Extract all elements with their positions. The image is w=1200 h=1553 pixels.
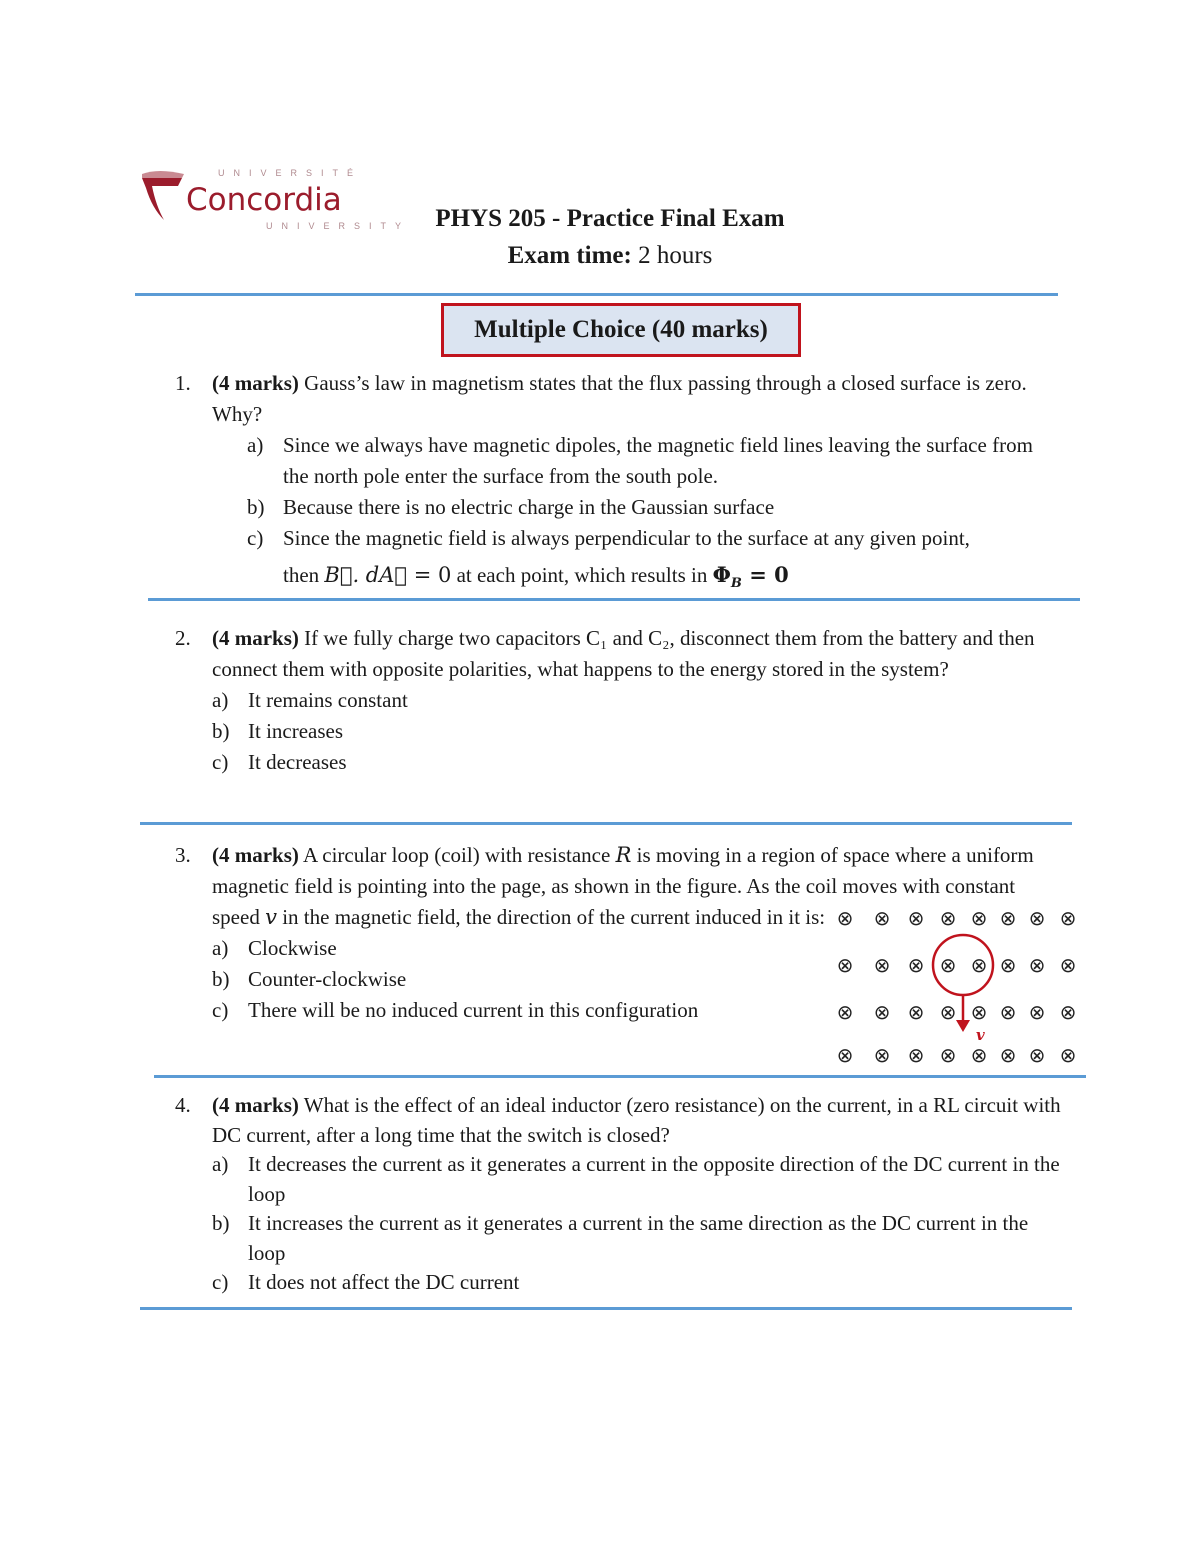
option-text: Since we always have magnetic dipoles, the magnetic field lines leaving the surface from the north pole enter the surface from the south pole. [283,433,1033,488]
question-prompt: Gauss’s law in magnetism states that the flux passing through a closed surface is zero. Why? [212,371,1027,426]
option-text: Counter-clockwise [248,967,407,991]
option-a[interactable] [212,685,1062,716]
concordia-logo [138,166,411,236]
flux-equation: B⃗. dA⃗ = 0 [324,563,452,587]
field-into-page-icon: ⊗ [873,1000,891,1024]
option-label: c) [247,526,264,550]
variable-r: R [615,843,632,867]
question-number: 3. [175,843,191,867]
question-prompt: If we fully charge two capacitors C₁ and C₂, disconnect them from the battery and then connect them with opposite polarities, what happens to the energy stored in the system? [212,626,1035,681]
option-label: c) [212,1270,229,1294]
option-c[interactable] [212,747,1062,778]
field-into-page-icon: ⊗ [1059,906,1077,930]
field-into-page-icon: ⊗ [1028,953,1046,977]
option-text: It does not affect the DC current [248,1270,520,1294]
exam-time-label: Exam time: [507,242,632,269]
field-into-page-icon: ⊗ [873,953,891,977]
magnetic-field-figure [830,900,1080,1070]
option-text: It decreases the current as it generates a current in the opposite direction of the DC current in the loop [248,1152,1060,1206]
question-number: 2. [175,626,191,650]
option-text: It remains constant [248,688,408,712]
field-into-page-icon: ⊗ [939,906,957,930]
field-into-page-icon: ⊗ [999,1000,1017,1024]
option-a[interactable] [247,430,1062,492]
option-c[interactable] [247,523,1062,599]
option-text: There will be no induced current in this configuration [248,998,699,1022]
divider [148,598,1080,601]
velocity-label: v [976,1026,985,1044]
question-number: 4. [175,1093,191,1117]
arrow-down-icon [956,1020,970,1032]
option-a[interactable] [212,1150,1062,1209]
option-label: b) [212,719,230,743]
field-into-page-icon: ⊗ [1028,1000,1046,1024]
option-label: a) [247,433,264,457]
field-into-page-icon: ⊗ [1059,1043,1077,1067]
exam-time [380,242,840,270]
question-marks: (4 marks) [212,626,299,650]
field-into-page-icon: ⊗ [836,1043,854,1067]
logo-name: Concordia [186,182,342,218]
logo-top-text: UNIVERSITÉ [218,168,363,178]
option-b[interactable] [212,716,1062,747]
question-prompt: is moving in a region of space where a uniform magnetic field is pointing into the page, as shown in the figure. As the coil moves with constant speed [212,843,1034,929]
option-c[interactable] [212,1268,1062,1298]
option-label: c) [212,750,229,774]
option-text: It increases [248,719,344,743]
field-into-page-icon: ⊗ [907,1043,925,1067]
option-text: at each point, which results in [451,563,713,587]
field-into-page-icon: ⊗ [1028,1043,1046,1067]
option-label: b) [247,495,265,519]
variable-v: v [265,905,277,929]
field-into-page-icon: ⊗ [999,953,1017,977]
logo-shield-icon [142,178,182,220]
option-label: c) [212,998,229,1022]
option-label: a) [212,1152,229,1176]
field-into-page-icon: ⊗ [836,1000,854,1024]
question-prompt: in the magnetic field, the direction of the current induced in it is: [276,905,826,929]
option-text: Since the magnetic field is always perpendicular to the surface at any given point, [283,526,970,550]
divider [140,1307,1072,1310]
field-into-page-icon: ⊗ [1059,953,1077,977]
field-into-page-icon: ⊗ [999,1043,1017,1067]
question-prompt: A circular loop (coil) with resistance [298,843,616,867]
option-text: Clockwise [248,936,337,960]
question-marks: (4 marks) [212,1093,299,1117]
option-b[interactable] [247,492,1062,523]
option-text: It increases the current as it generates a current in the same direction as the DC current in the loop [248,1211,1029,1265]
option-label: a) [212,688,229,712]
field-into-page-icon: ⊗ [970,1043,988,1067]
section-title: Multiple Choice (40 marks) [441,303,801,357]
option-text: then [283,563,325,587]
question-number: 1. [175,371,191,395]
option-text: It decreases [248,750,347,774]
question-marks: (4 marks) [212,843,299,867]
flux-result: $\Phi_B = 0$ [712,562,789,592]
option-b[interactable] [212,1209,1062,1268]
field-into-page-icon: ⊗ [873,906,891,930]
logo-bottom-text: UNIVERSITY [266,221,411,231]
field-into-page-icon: ⊗ [939,1043,957,1067]
field-into-page-icon: ⊗ [836,953,854,977]
question-text [212,368,1062,430]
field-into-page-icon: ⊗ [907,1000,925,1024]
field-into-page-icon: ⊗ [907,953,925,977]
divider [154,1075,1086,1078]
option-label: a) [212,936,229,960]
question-marks: (4 marks) [212,371,299,395]
field-into-page-icon: ⊗ [907,906,925,930]
question-text [212,623,1062,685]
exam-time-value: 2 hours [631,242,713,269]
question-text [212,1091,1062,1150]
option-label: b) [212,1211,230,1235]
field-into-page-icon: ⊗ [1028,906,1046,930]
divider [135,293,1058,296]
option-text: Because there is no electric charge in the Gaussian surface [283,495,775,519]
field-into-page-icon: ⊗ [970,953,988,977]
field-into-page-icon: ⊗ [939,953,957,977]
field-into-page-icon: ⊗ [1059,1000,1077,1024]
field-into-page-icon: ⊗ [999,906,1017,930]
divider [140,822,1072,825]
field-into-page-icon: ⊗ [873,1043,891,1067]
field-into-page-icon: ⊗ [939,1000,957,1024]
exam-title: PHYS 205 - Practice Final Exam [435,205,785,232]
field-into-page-icon: ⊗ [970,1000,988,1024]
question-prompt: What is the effect of an ideal inductor (zero resistance) on the current, in a RL circuit with DC current, after a long time that the switch is closed? [212,1093,1061,1147]
field-into-page-icon: ⊗ [970,906,988,930]
field-into-page-icon: ⊗ [836,906,854,930]
option-label: b) [212,967,230,991]
